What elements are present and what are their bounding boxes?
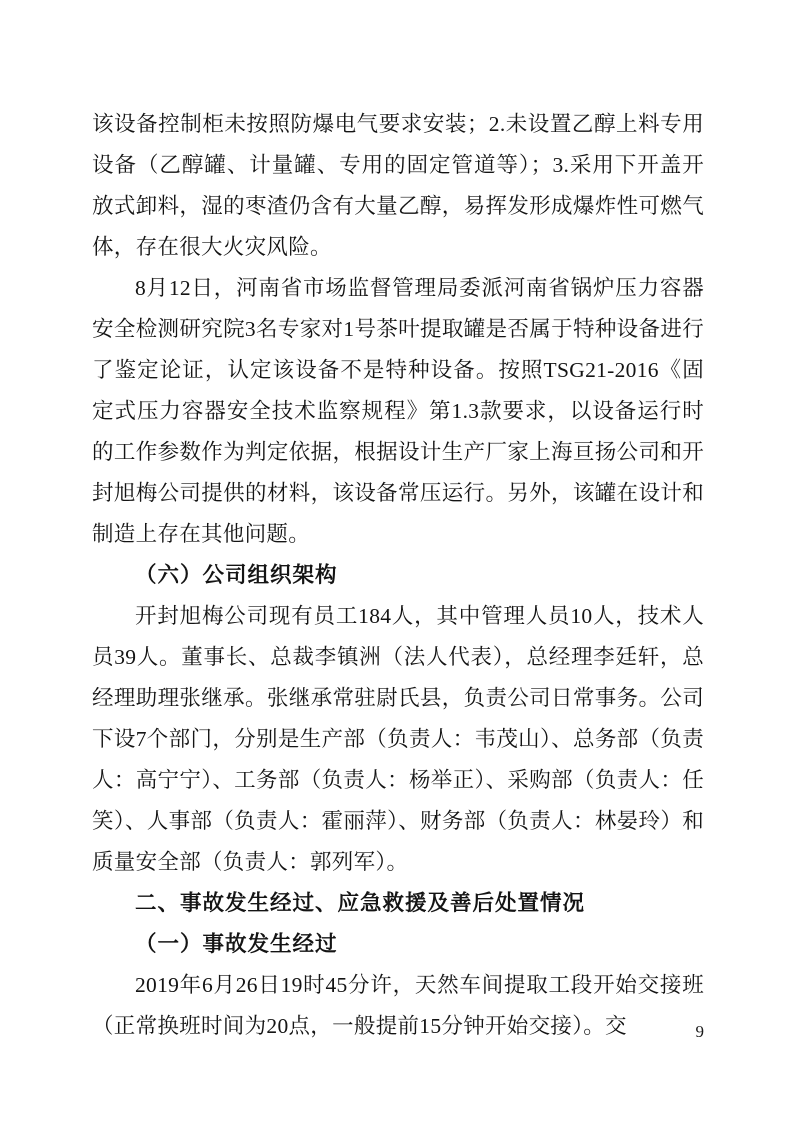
- section-heading-accident-process: 二、事故发生经过、应急救援及善后处置情况: [135, 891, 586, 915]
- paragraph-3: 开封旭梅公司现有员工184人，其中管理人员10人，技术人员39人。董事长、总裁李镇洲（法人代表），总经理李廷轩，总经理助理张继承。张继承常驻尉氏县，负责公司日常事务。公司下设7个部门，分别是生产部（负责人：韦茂山）、总务部（负责人：高宁宁）、工务部（负责人：杨举正）、采购部（负责人：任笑）、人事部（负责人：霍丽萍）、财务部（负责人：林晏玲）和质量安全部（负责人：郭列军）。: [92, 604, 704, 874]
- paragraph-4: 2019年6月26日19时45分许，天然车间提取工段开始交接班（正常换班时间为20点，一般提前15分钟开始交接）。交: [92, 973, 704, 1038]
- subsection-heading-accident-occurrence: （一）事故发生经过: [135, 932, 338, 956]
- section-heading-company-structure: （六）公司组织架构: [135, 563, 338, 587]
- page-number: 9: [695, 1022, 704, 1041]
- paragraph-1: 该设备控制柜未按照防爆电气要求安装；2.未设置乙醇上料专用设备（乙醇罐、计量罐、专用的固定管道等）；3.采用下开盖开放式卸料，湿的枣渣仍含有大量乙醇，易挥发形成爆炸性可燃气体，存在很大火灾风险。: [92, 112, 704, 259]
- document-body: [92, 104, 704, 1047]
- paragraph-2: 8月12日，河南省市场监督管理局委派河南省锅炉压力容器安全检测研究院3名专家对1号茶叶提取罐是否属于特种设备进行了鉴定论证，认定该设备不是特种设备。按照TSG21-2016《固定式压力容器安全技术监察规程》第1.3款要求，以设备运行时的工作参数作为判定依据，根据设计生产厂家上海亘扬公司和开封旭梅公司提供的材料，该设备常压运行。另外，该罐在设计和制造上存在其他问题。: [92, 276, 704, 546]
